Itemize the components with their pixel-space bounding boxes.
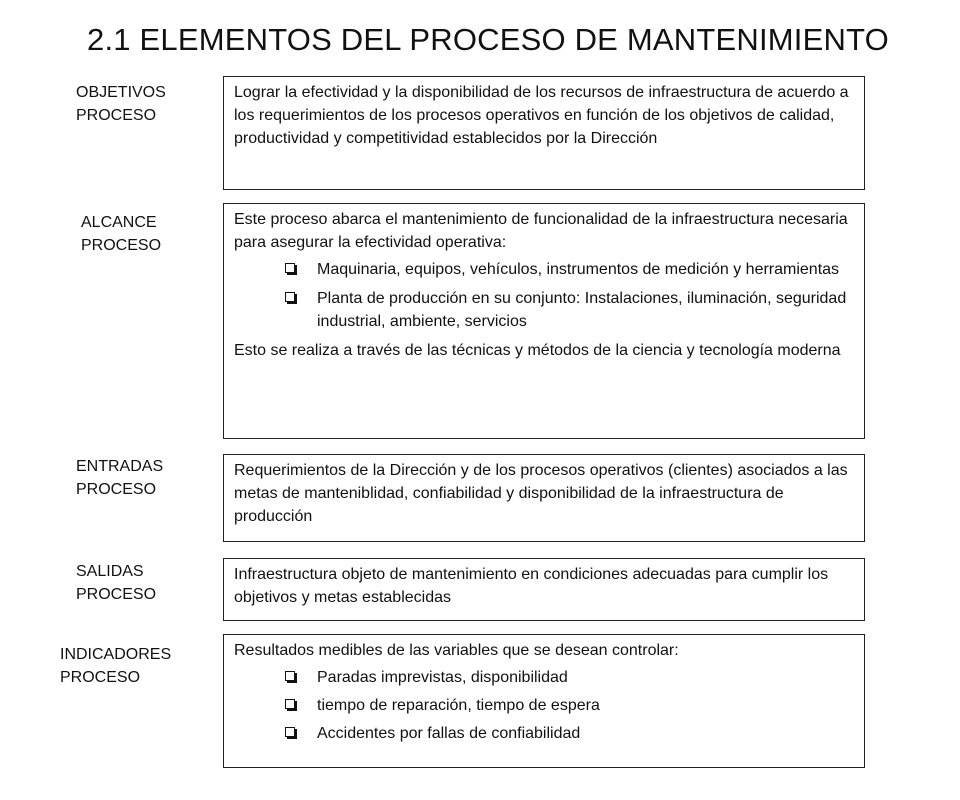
section-box-objetivos	[223, 76, 865, 190]
section-note: Esto se realiza a través de las técnicas y métodos de la ciencia y tecnología moderna	[234, 342, 841, 359]
bullet-list	[234, 666, 854, 745]
section-label-salidas: SALIDAS PROCESO	[76, 563, 157, 603]
bullet-list	[234, 258, 854, 333]
section-text: Infraestructura objeto de mantenimiento en condiciones adecuadas para cumplir los objetivos y metas establecidas	[234, 566, 829, 606]
section-box-indicadores	[223, 634, 865, 768]
section-box-salidas	[223, 558, 865, 621]
page-title: 2.1 ELEMENTOS DEL PROCESO DE MANTENIMIENTO	[87, 22, 889, 57]
checkbox-bullet-icon	[285, 699, 295, 709]
checkbox-bullet-icon	[285, 292, 295, 302]
section-label-indicadores: INDICADORES PROCESO	[60, 646, 172, 686]
section-text: Lograr la efectividad y la disponibilidad de los recursos de infraestructura de acuerdo a los requerimientos de los procesos operativos en función de los objetivos de calidad, productividad y competitividad establecidos por la Dirección	[234, 84, 849, 147]
list-item: Maquinaria, equipos, vehículos, instrumentos de medición y herramientas	[234, 258, 854, 281]
section-text: Requerimientos de la Dirección y de los procesos operativos (clientes) asociados a las metas de manteniblidad, confiabilidad y disponibilidad de la infraestructura de producción	[234, 462, 848, 525]
list-item: Accidentes por fallas de confiabilidad	[234, 722, 854, 745]
section-label-entradas: ENTRADAS PROCESO	[76, 458, 164, 498]
checkbox-bullet-icon	[285, 671, 295, 681]
checkbox-bullet-icon	[285, 727, 295, 737]
list-item: Planta de producción en su conjunto: Instalaciones, iluminación, seguridad industrial, ambiente, servicios	[234, 287, 854, 333]
section-box-alcance	[223, 203, 865, 439]
section-label-objetivos: OBJETIVOS PROCESO	[76, 84, 166, 124]
section-box-entradas	[223, 454, 865, 542]
section-text: Resultados medibles de las variables que se desean controlar:	[234, 642, 679, 659]
section-label-alcance: ALCANCE PROCESO	[81, 214, 162, 254]
section-text: Este proceso abarca el mantenimiento de funcionalidad de la infraestructura necesaria para asegurar la efectividad operativa:	[234, 211, 848, 251]
list-item: Paradas imprevistas, disponibilidad	[234, 666, 854, 689]
list-item: tiempo de reparación, tiempo de espera	[234, 694, 854, 717]
checkbox-bullet-icon	[285, 263, 295, 273]
